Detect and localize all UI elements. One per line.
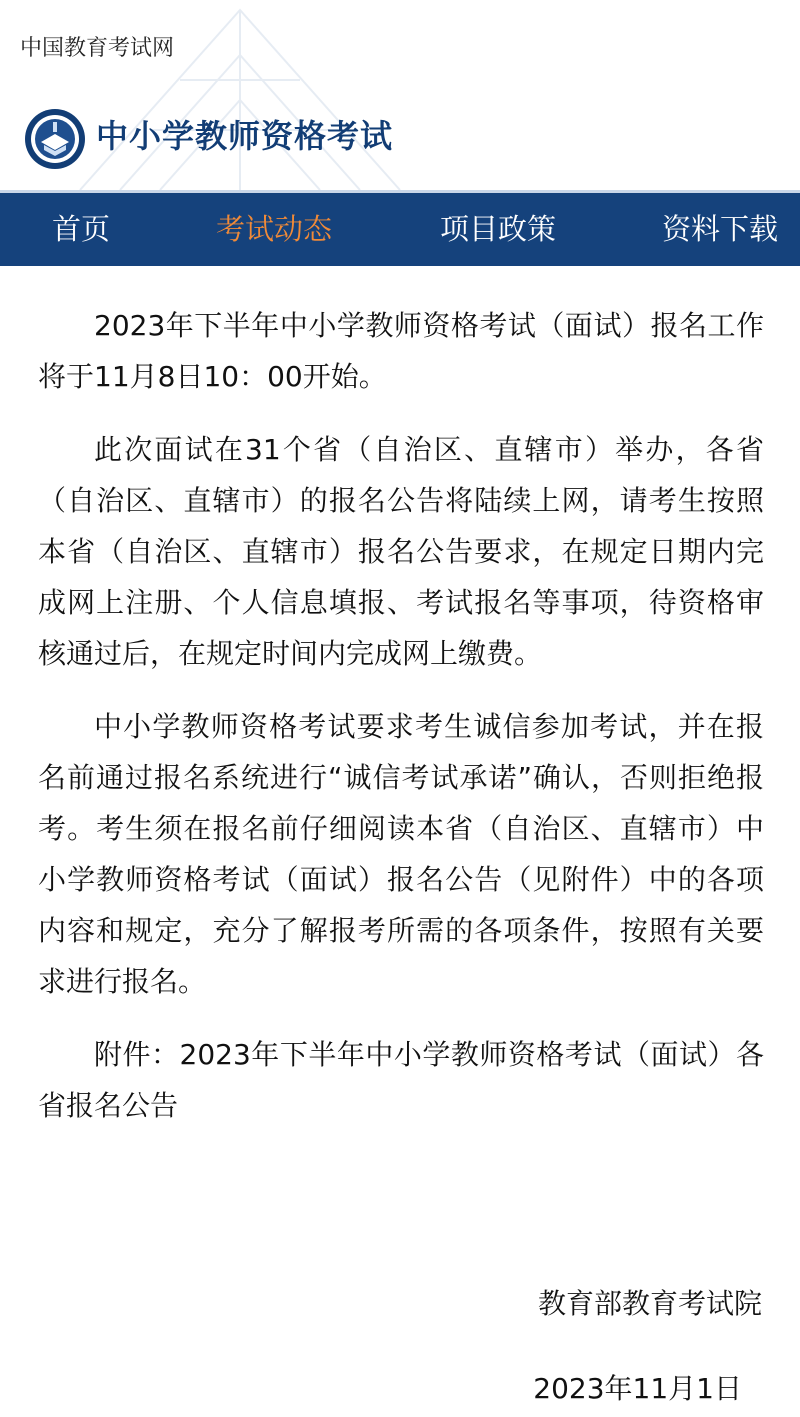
nav-item-downloads[interactable]: 资料下载 <box>662 212 779 246</box>
publish-date: 2023年11月1日 <box>533 1372 742 1405</box>
nav-item-policies[interactable]: 项目政策 <box>440 212 557 246</box>
brand-title[interactable]: 中小学教师资格考试 <box>96 117 394 155</box>
nav-item-home[interactable]: 首页 <box>52 212 111 246</box>
site-name[interactable]: 中国教育考试网 <box>20 36 175 61</box>
main-nav <box>0 190 800 266</box>
education-emblem-icon[interactable] <box>24 108 86 170</box>
article-paragraph: 此次面试在31个省（自治区、直辖市）举办，各省（自治区、直辖市）的报名公告将陆续上网，请考生按照本省（自治区、直辖市）报名公告要求，在规定日期内完成网上注册、个人信息填报、考试报名等事项，待资格审核通过后，在规定时间内完成网上缴费。 <box>38 433 764 670</box>
header-decoration <box>60 0 420 190</box>
site-header <box>0 0 800 190</box>
nav-item-exam-news[interactable]: 考试动态 <box>216 212 333 246</box>
article-content <box>38 300 764 1153</box>
issuer-signature: 教育部教育考试院 <box>537 1287 762 1320</box>
article-paragraph: 中小学教师资格考试要求考生诚信参加考试，并在报名前通过报名系统进行“诚信考试承诺”确认，否则拒绝报考。考生须在报名前仔细阅读本省（自治区、直辖市）中小学教师资格考试（面试）报名公告（见附件）中的各项内容和规定，充分了解报考所需的各项条件，按照有关要求进行报名。 <box>38 710 764 998</box>
article-paragraph: 2023年下半年中小学教师资格考试（面试）报名工作将于11月8日10：00开始。 <box>38 309 764 393</box>
attachment-link[interactable]: 附件：2023年下半年中小学教师资格考试（面试）各省报名公告 <box>38 1038 764 1122</box>
